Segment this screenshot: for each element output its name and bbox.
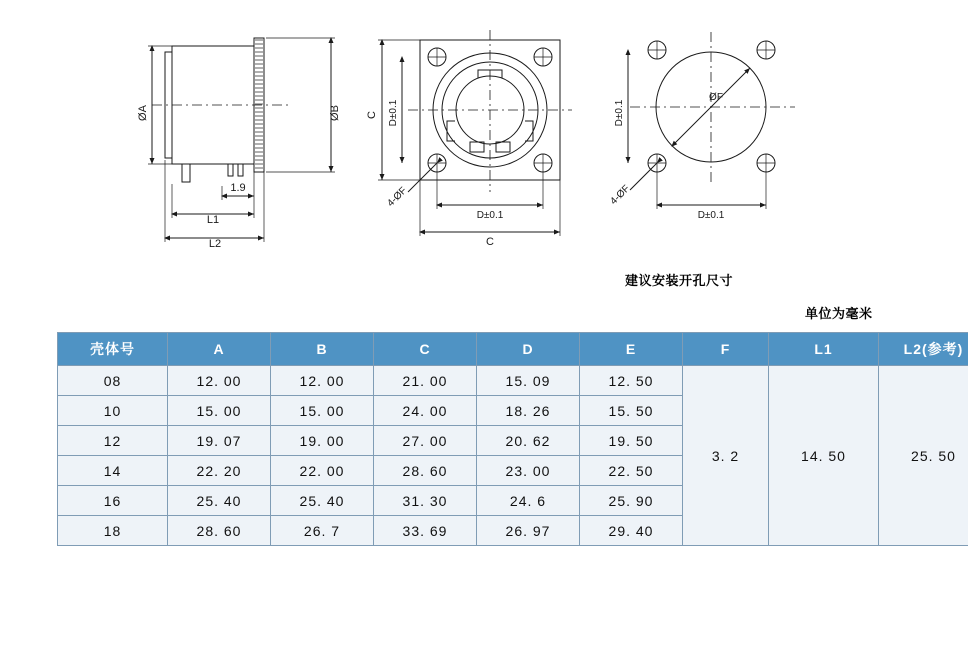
cell-d: 15. 09 (477, 366, 580, 396)
header-d: D (477, 333, 580, 366)
cell-shell: 08 (58, 366, 168, 396)
technical-drawing (0, 0, 968, 300)
label-hole-callout-1: 4-ØF (385, 185, 410, 210)
cell-b: 26. 7 (271, 516, 374, 546)
header-a: A (168, 333, 271, 366)
cell-b: 19. 00 (271, 426, 374, 456)
cell-e: 22. 50 (580, 456, 683, 486)
cell-d: 23. 00 (477, 456, 580, 486)
cell-c: 27. 00 (374, 426, 477, 456)
cell-c: 21. 00 (374, 366, 477, 396)
cell-b: 22. 00 (271, 456, 374, 486)
side-view (148, 38, 335, 242)
cell-a: 12. 00 (168, 366, 271, 396)
cell-shell: 12 (58, 426, 168, 456)
cell-c: 33. 69 (374, 516, 477, 546)
spec-table (57, 332, 968, 546)
label-dim-19: 1.9 (230, 182, 246, 194)
cell-d: 20. 62 (477, 426, 580, 456)
cell-d: 24. 6 (477, 486, 580, 516)
label-dia-f: ØF (709, 92, 723, 103)
label-dim-l1: L1 (206, 214, 220, 226)
table-header-row (58, 333, 968, 366)
cell-f-merged: 3. 2 (683, 366, 769, 546)
label-d-horizontal-1: D±0.1 (476, 210, 504, 221)
cell-shell: 14 (58, 456, 168, 486)
label-dia-b: ØB (329, 105, 341, 121)
unit-note: 单位为毫米 (805, 306, 873, 321)
header-l2: L2(参考) (879, 333, 968, 366)
header-shell: 壳体号 (58, 333, 168, 366)
mounting-hole-view (628, 32, 795, 209)
install-hole-note: 建议安装开孔尺寸 (625, 273, 734, 288)
cell-e: 19. 50 (580, 426, 683, 456)
spec-table-wrap (57, 332, 964, 546)
cell-a: 28. 60 (168, 516, 271, 546)
header-e: E (580, 333, 683, 366)
cell-a: 22. 20 (168, 456, 271, 486)
cell-shell: 18 (58, 516, 168, 546)
cell-e: 15. 50 (580, 396, 683, 426)
cell-a: 15. 00 (168, 396, 271, 426)
cell-a: 25. 40 (168, 486, 271, 516)
header-c: C (374, 333, 477, 366)
cell-d: 26. 97 (477, 516, 580, 546)
label-hole-callout-2: 4-ØF (608, 183, 633, 208)
label-dia-a: ØA (137, 105, 149, 121)
label-d-vertical-2: D±0.1 (614, 99, 625, 127)
flange-front-view (378, 30, 572, 236)
cell-d: 18. 26 (477, 396, 580, 426)
header-f: F (683, 333, 769, 366)
cell-b: 25. 40 (271, 486, 374, 516)
cell-b: 15. 00 (271, 396, 374, 426)
label-d-vertical-1: D±0.1 (388, 99, 399, 127)
cell-e: 12. 50 (580, 366, 683, 396)
label-c-horizontal: C (486, 236, 494, 248)
header-l1: L1 (769, 333, 879, 366)
label-d-horizontal-2: D±0.1 (697, 210, 725, 221)
cell-c: 31. 30 (374, 486, 477, 516)
cell-e: 25. 90 (580, 486, 683, 516)
table-row (58, 366, 968, 396)
header-b: B (271, 333, 374, 366)
cell-c: 28. 60 (374, 456, 477, 486)
cell-c: 24. 00 (374, 396, 477, 426)
cell-shell: 10 (58, 396, 168, 426)
label-dim-l2: L2 (208, 238, 222, 250)
cell-shell: 16 (58, 486, 168, 516)
cell-l1-merged: 14. 50 (769, 366, 879, 546)
cell-b: 12. 00 (271, 366, 374, 396)
label-c-vertical: C (366, 111, 378, 119)
cell-l2-merged: 25. 50 (879, 366, 968, 546)
cell-a: 19. 07 (168, 426, 271, 456)
cell-e: 29. 40 (580, 516, 683, 546)
